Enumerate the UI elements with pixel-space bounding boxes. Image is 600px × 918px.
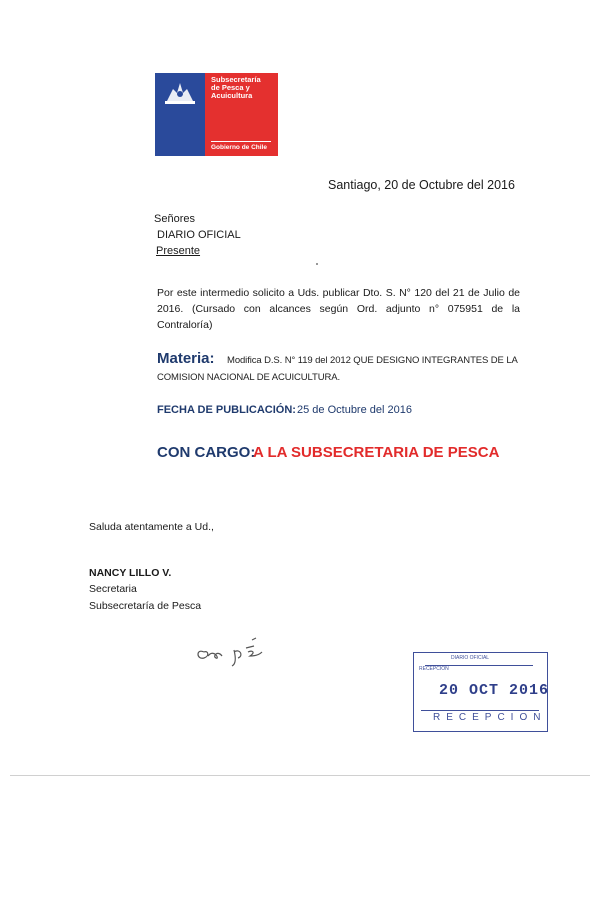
salutation-line-1: Señores: [154, 213, 195, 225]
scan-speck: [316, 263, 318, 265]
materia-text: Modifica D.S. N° 119 del 2012 QUE DESIGNO INTEGRANTES DE LA COMISION NACIONAL DE ACUICULTURA.: [157, 355, 518, 383]
stamp-small-text: RECEPCION: [419, 666, 449, 672]
logo-line-1: Subsecretaría: [211, 75, 261, 84]
cargo-label: CON CARGO:: [157, 444, 256, 461]
logo-divider: [211, 141, 271, 142]
closing-line: Saluda atentamente a Ud.,: [89, 521, 214, 533]
reception-stamp: [413, 652, 548, 732]
logo-text: [211, 76, 261, 100]
stamp-top-text: DIARIO OFICIAL: [451, 655, 490, 661]
fecha-label: FECHA DE PUBLICACIÓN:: [157, 404, 296, 416]
fecha-value: 25 de Octubre del 2016: [297, 404, 412, 416]
logo-line-2: de Pesca y: [211, 83, 250, 92]
signatory-title: Secretaria: [89, 583, 137, 595]
government-logo: [155, 73, 278, 156]
logo-blue-panel: [155, 73, 205, 156]
signatory-office: Subsecretaría de Pesca: [89, 600, 202, 612]
materia-label: Materia:: [157, 350, 215, 367]
stamp-date: 20 OCT 2016: [439, 682, 550, 699]
signatory-name: NANCY LILLO V.: [89, 567, 172, 579]
salutation-line-2: DIARIO OFICIAL: [157, 229, 241, 241]
page-bottom-edge: [10, 775, 590, 776]
stamp-bottom-text: RECEPCION: [433, 712, 547, 723]
handwritten-initials: [190, 630, 280, 670]
logo-footer: Gobierno de Chile: [211, 144, 267, 151]
salutation-line-3: Presente: [156, 245, 201, 257]
letter-date: Santiago, 20 de Octubre del 2016: [328, 178, 515, 192]
chile-crest-icon: [161, 79, 199, 107]
letter-body: Por este intermedio solicito a Uds. publicar Dto. S. N° 120 del 21 de Julio de 2016. (Cursado con alcances según Ord. adjunto n° 075951 de la Contraloría): [157, 287, 520, 331]
logo-line-3: Acuicultura: [211, 91, 253, 100]
stamp-bottom-divider: [421, 710, 539, 711]
cargo-value: A LA SUBSECRETARIA DE PESCA: [253, 444, 500, 461]
